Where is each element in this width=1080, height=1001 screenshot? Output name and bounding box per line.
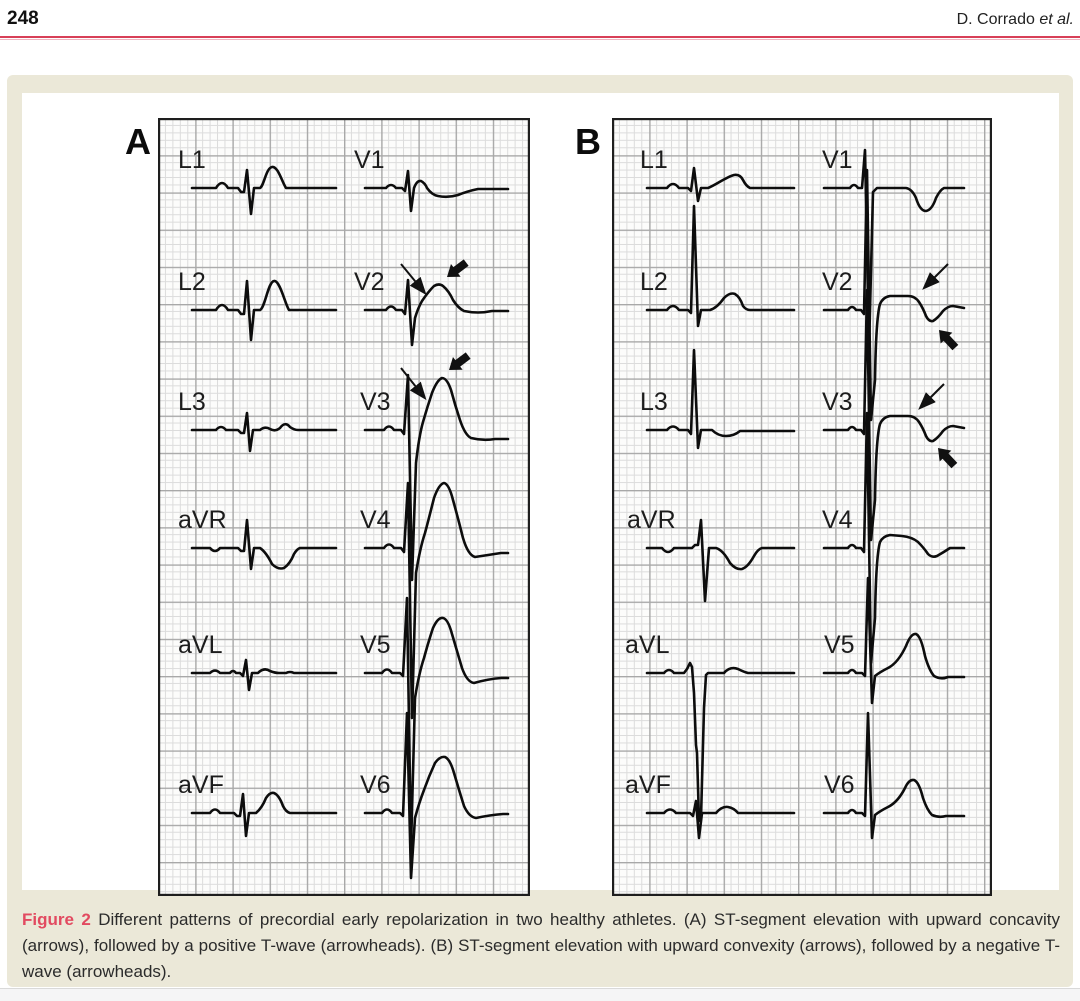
lead-label: V1 bbox=[354, 146, 385, 174]
lead-label: aVF bbox=[178, 771, 224, 799]
running-header bbox=[0, 6, 1080, 36]
lead-label: L2 bbox=[178, 268, 206, 296]
lead-label: V4 bbox=[822, 506, 853, 534]
running-etal: et al. bbox=[1039, 11, 1074, 28]
running-author-name: D. Corrado bbox=[956, 11, 1035, 28]
lead-label: L3 bbox=[178, 388, 206, 416]
lead-label: L1 bbox=[640, 146, 668, 174]
panel-b-letter: B bbox=[575, 121, 601, 162]
lead-label: L3 bbox=[640, 388, 668, 416]
lead-label: aVR bbox=[627, 506, 676, 534]
lead-label: V3 bbox=[360, 388, 391, 416]
lead-label: V3 bbox=[822, 388, 853, 416]
lead-label: V2 bbox=[822, 268, 853, 296]
figure-caption-label: Figure 2 bbox=[22, 910, 91, 929]
page-number: 248 bbox=[7, 8, 39, 29]
header-rule bbox=[0, 36, 1080, 38]
lead-label: V6 bbox=[824, 771, 855, 799]
running-authors bbox=[957, 11, 1074, 29]
lead-label: V6 bbox=[360, 771, 391, 799]
lead-label: aVF bbox=[625, 771, 671, 799]
ecg-panel-a bbox=[158, 118, 530, 896]
lead-label: V4 bbox=[360, 506, 391, 534]
figure-caption-text: Different patterns of precordial early repolarization in two healthy athletes. (A) ST-segment elevation with upward concavity (arrows), followed by a positive T-wave (arrowheads). (B) ST-segment elevation with upward convexity (arrows), followed by a negative T-wave (arrowheads). bbox=[22, 910, 1060, 981]
lead-label: aVR bbox=[178, 506, 227, 534]
lead-label: L1 bbox=[178, 146, 206, 174]
lead-label: V5 bbox=[360, 631, 391, 659]
lead-label: aVL bbox=[625, 631, 670, 659]
lead-label: V5 bbox=[824, 631, 855, 659]
figure-inner-panel bbox=[22, 93, 1059, 890]
lead-label: V1 bbox=[822, 146, 853, 174]
lead-label: L2 bbox=[640, 268, 668, 296]
header-rule-shadow bbox=[0, 39, 1080, 40]
lead-label: V2 bbox=[354, 268, 385, 296]
figure-caption bbox=[22, 907, 1060, 985]
ecg-panel-b bbox=[612, 118, 992, 896]
bottom-strip bbox=[0, 989, 1080, 1001]
figure-box bbox=[7, 75, 1073, 987]
lead-label: aVL bbox=[178, 631, 223, 659]
panel-a-letter: A bbox=[125, 121, 151, 162]
